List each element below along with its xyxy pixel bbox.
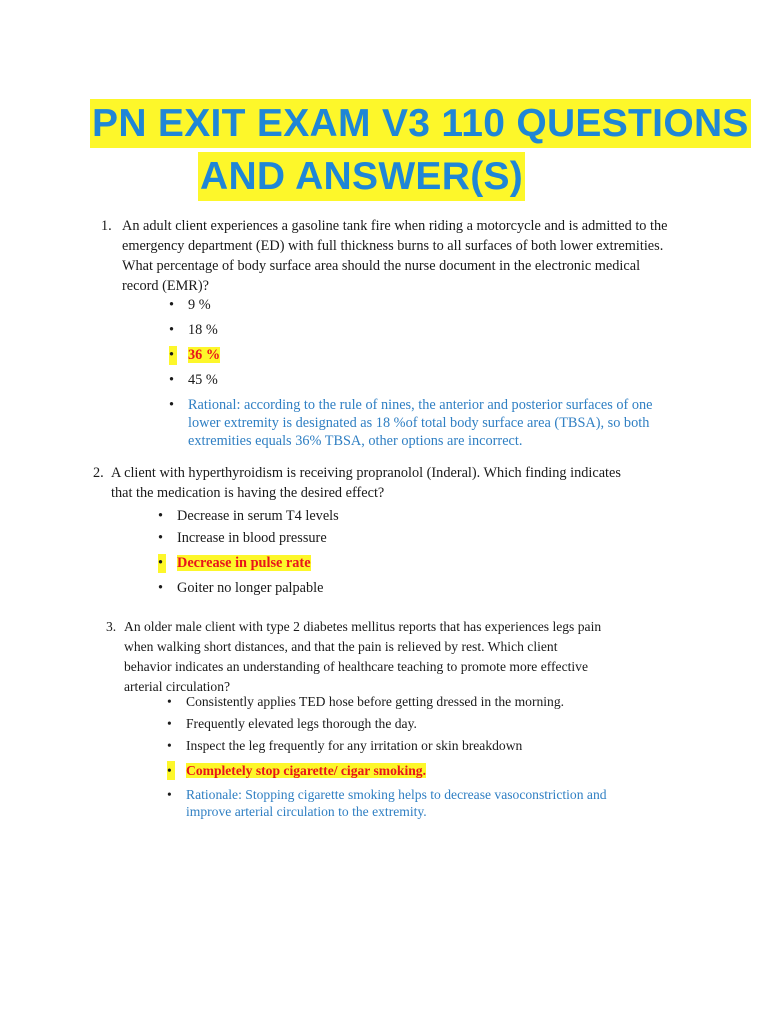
question-2-options xyxy=(177,507,637,598)
question-3 xyxy=(106,617,606,697)
option: • 18 % xyxy=(188,321,678,340)
question-2 xyxy=(93,463,638,503)
option: • Inspect the leg frequently for any irritation or skin breakdown xyxy=(186,736,646,755)
option: • Increase in blood pressure xyxy=(177,529,637,548)
question-1 xyxy=(101,216,671,296)
option: • Frequently elevated legs thorough the day. xyxy=(186,714,646,733)
question-number: 1. xyxy=(101,218,112,234)
question-text: A client with hyperthyroidism is receiving propranolol (Inderal). Which finding indicates that the medication is having the desired effect? xyxy=(111,465,621,501)
option: • Consistently applies TED hose before getting dressed in the morning. xyxy=(186,692,646,711)
title-line-1: PN EXIT EXAM V3 110 QUESTIONS xyxy=(90,99,751,148)
option: • Decrease in serum T4 levels xyxy=(177,507,637,526)
question-number: 2. xyxy=(93,465,104,481)
option-correct: • 36 % xyxy=(188,346,678,365)
rationale: • Rationale: Stopping cigarette smoking helps to decrease vasoconstriction and improve arterial circulation to the extremity. xyxy=(186,786,646,820)
question-text: An adult client experiences a gasoline tank fire when riding a motorcycle and is admitted to the emergency department (ED) with full thickness burns to all surfaces of both lower extremities. What percentage of body surface area should the nurse document in the electronic medical record (EMR)? xyxy=(122,218,668,294)
question-number: 3. xyxy=(106,619,117,634)
option: • 45 % xyxy=(188,371,678,390)
option-correct: • Completely stop cigarette/ cigar smoking. xyxy=(186,761,646,780)
option: • 9 % xyxy=(188,296,678,315)
option: • Goiter no longer palpable xyxy=(177,579,637,598)
rationale: • Rational: according to the rule of nines, the anterior and posterior surfaces of one lower extremity is designated as 18 %of total body surface area (TBSA), so both extremities equals 36% TBSA, other options are incorrect. xyxy=(188,396,678,450)
question-3-options xyxy=(186,692,646,820)
question-1-options xyxy=(188,296,678,450)
title-line-2: AND ANSWER(S) xyxy=(198,152,525,201)
question-text: An older male client with type 2 diabetes mellitus reports that has experiences legs pain when walking short distances, and that the pain is relieved by rest. Which client behavior indicates an understanding of healthcare teaching to promote more effective arterial circulation? xyxy=(124,619,602,694)
option-correct: • Decrease in pulse rate xyxy=(177,554,637,573)
